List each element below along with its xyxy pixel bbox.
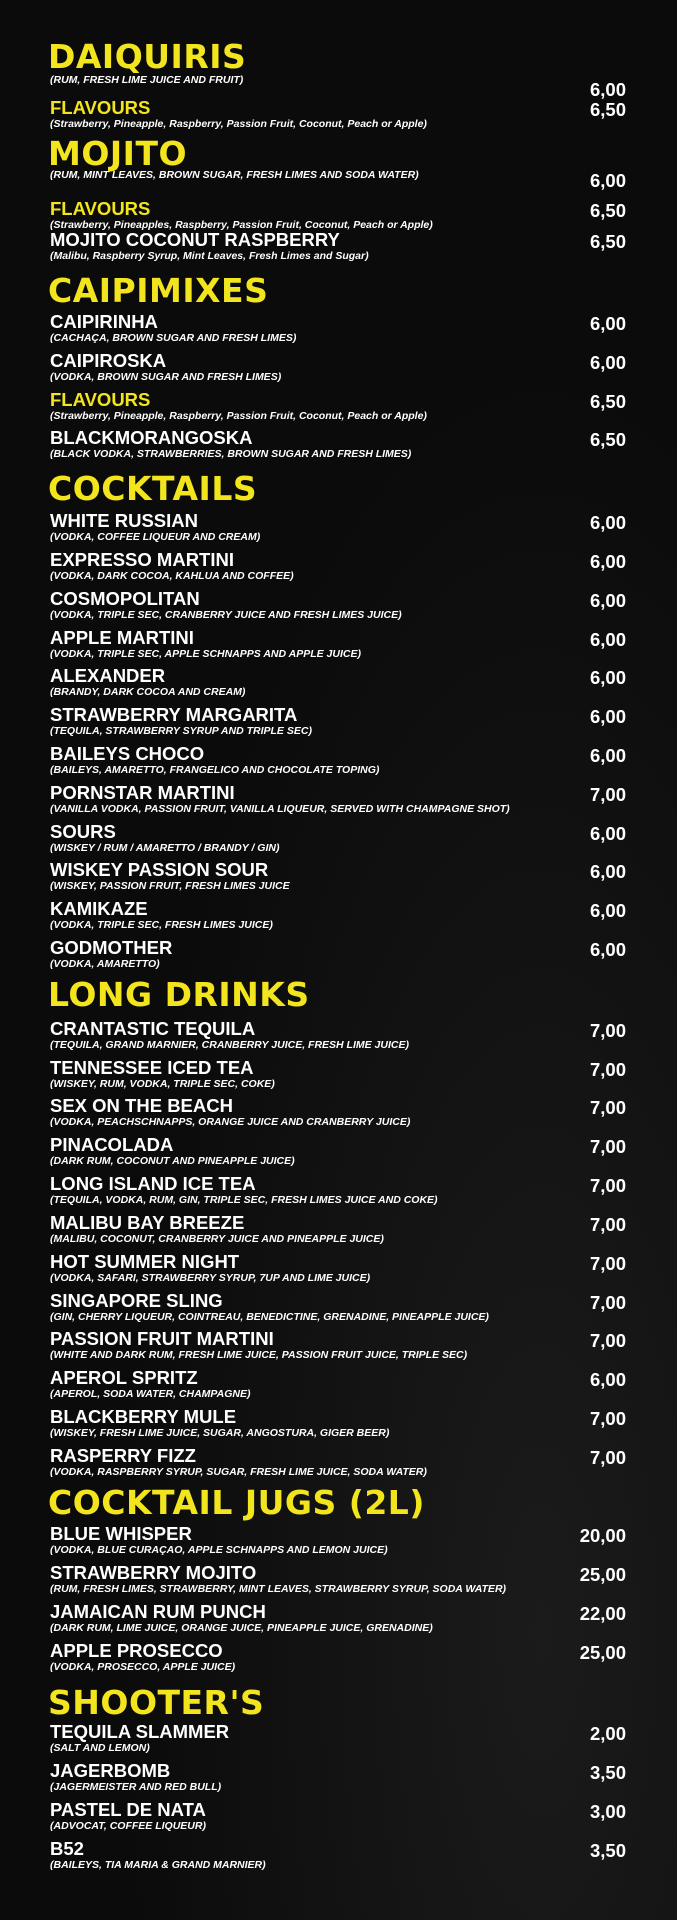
- item-name: WISKEY PASSION SOUR: [50, 859, 269, 880]
- item-price: 7,00: [589, 1136, 626, 1157]
- item-price: 6,00: [589, 79, 626, 100]
- item-price: 6,00: [589, 706, 626, 727]
- menu-item: [50, 1800, 630, 1836]
- item-price: 6,50: [589, 391, 626, 412]
- item-name: CAIPIROSKA: [50, 350, 167, 371]
- item-price: 7,00: [589, 1214, 626, 1235]
- section-title-daiquiris: DAIQUIRIS: [48, 37, 247, 76]
- item-price: 6,00: [589, 900, 626, 921]
- item-price: 7,00: [589, 1059, 626, 1080]
- menu-item: [50, 1446, 630, 1482]
- flavours-label: FLAVOURS: [50, 198, 151, 219]
- item-description: (VODKA, DARK COCOA, KAHLUA AND COFFEE): [50, 570, 294, 582]
- item-name: ALEXANDER: [50, 665, 166, 686]
- item-description: (WISKEY, RUM, VODKA, TRIPLE SEC, COKE): [50, 1078, 275, 1090]
- item-price: 6,00: [589, 745, 626, 766]
- menu-item: [50, 899, 630, 935]
- item-description: (VANILLA VODKA, PASSION FRUIT, VANILLA LIQUEUR, SERVED WITH CHAMPAGNE SHOT): [50, 803, 510, 815]
- item-name: BAILEYS CHOCO: [50, 743, 205, 764]
- item-price: 6,00: [589, 823, 626, 844]
- item-description: (VODKA, PROSECCO, APPLE JUICE): [50, 1661, 236, 1673]
- item-name: WHITE RUSSIAN: [50, 510, 198, 531]
- menu-item: [50, 1641, 630, 1677]
- section-title-caipimixes: CAIPIMIXES: [48, 271, 269, 310]
- menu-item: [50, 1058, 630, 1094]
- menu-item: [50, 860, 630, 896]
- item-description: (DARK RUM, LIME JUICE, ORANGE JUICE, PINEAPPLE JUICE, GRENADINE): [50, 1622, 433, 1634]
- item-description: (WISKEY / RUM / AMARETTO / BRANDY / GIN): [50, 842, 280, 854]
- item-name: APPLE MARTINI: [50, 627, 194, 648]
- item-price: 3,50: [589, 1762, 626, 1783]
- item-name: BLACKBERRY MULE: [50, 1406, 237, 1427]
- item-description: (VODKA, TRIPLE SEC, APPLE SCHNAPPS AND APPLE JUICE): [50, 648, 361, 660]
- item-description: (TEQUILA, GRAND MARNIER, CRANBERRY JUICE, FRESH LIME JUICE): [50, 1039, 409, 1051]
- menu-item: [50, 1722, 630, 1758]
- menu-item: [50, 1761, 630, 1797]
- item-name: CAIPIRINHA: [50, 311, 158, 332]
- item-price: 6,00: [589, 170, 626, 191]
- item-price: 7,00: [589, 1097, 626, 1118]
- item-name: APPLE PROSECCO: [50, 1640, 223, 1661]
- item-name: CRANTASTIC TEQUILA: [50, 1018, 256, 1039]
- item-description: (DARK RUM, COCONUT AND PINEAPPLE JUICE): [50, 1155, 295, 1167]
- menu-item: [50, 230, 630, 266]
- flavours-label: FLAVOURS: [50, 97, 151, 118]
- item-price: 7,00: [589, 1253, 626, 1274]
- item-description: (SALT AND LEMON): [50, 1742, 150, 1754]
- section-title-cocktail-jugs-2l: COCKTAIL JUGS (2L): [48, 1483, 425, 1522]
- item-description: (BRANDY, DARK COCOA AND CREAM): [50, 686, 246, 698]
- item-name: BLACKMORANGOSKA: [50, 427, 253, 448]
- item-price: 20,00: [579, 1525, 626, 1546]
- item-name: TEQUILA SLAMMER: [50, 1721, 230, 1742]
- item-price: 22,00: [579, 1603, 626, 1624]
- menu-item: [50, 1839, 630, 1875]
- menu-item: [50, 1368, 630, 1404]
- item-price: 6,00: [589, 590, 626, 611]
- item-description: (TEQUILA, STRAWBERRY SYRUP AND TRIPLE SEC): [50, 725, 312, 737]
- item-price: 6,50: [589, 231, 626, 252]
- item-price: 7,00: [589, 1330, 626, 1351]
- item-price: 7,00: [589, 1447, 626, 1468]
- item-name: EXPRESSO MARTINI: [50, 549, 234, 570]
- item-price: 6,00: [589, 629, 626, 650]
- item-description: (WISKEY, PASSION FRUIT, FRESH LIMES JUICE: [50, 880, 290, 892]
- item-name: TENNESSEE ICED TEA: [50, 1057, 254, 1078]
- menu-item: [50, 1602, 630, 1638]
- section-title-long-drinks: LONG DRINKS: [48, 975, 310, 1014]
- item-name: SINGAPORE SLING: [50, 1290, 223, 1311]
- item-name: PORNSTAR MARTINI: [50, 782, 235, 803]
- item-description: (TEQUILA, VODKA, RUM, GIN, TRIPLE SEC, FRESH LIMES JUICE AND COKE): [50, 1194, 438, 1206]
- item-description: (ADVOCAT, COFFEE LIQUEUR): [50, 1820, 206, 1832]
- menu-item: [50, 628, 630, 664]
- item-description: (VODKA, BROWN SUGAR AND FRESH LIMES): [50, 371, 282, 383]
- item-name: LONG ISLAND ICE TEA: [50, 1173, 256, 1194]
- menu-item: [50, 1096, 630, 1132]
- item-description: (BAILEYS, AMARETTO, FRANGELICO AND CHOCOLATE TOPING): [50, 764, 380, 776]
- item-price: 25,00: [579, 1642, 626, 1663]
- item-name: PASTEL DE NATA: [50, 1799, 206, 1820]
- item-description: (Strawberry, Pineapples, Raspberry, Passion Fruit, Coconut, Peach or Apple): [50, 219, 433, 231]
- item-description: (MALIBU, COCONUT, CRANBERRY JUICE AND PINEAPPLE JUICE): [50, 1233, 384, 1245]
- item-description: (WHITE AND DARK RUM, FRESH LIME JUICE, PASSION FRUIT JUICE, TRIPLE SEC): [50, 1349, 468, 1361]
- item-description: (RUM, FRESH LIME JUICE AND FRUIT): [50, 74, 244, 86]
- flavours-label: FLAVOURS: [50, 389, 151, 410]
- item-name: SEX ON THE BEACH: [50, 1095, 233, 1116]
- item-description: (VODKA, TRIPLE SEC, CRANBERRY JUICE AND FRESH LIMES JUICE): [50, 609, 402, 621]
- item-name: STRAWBERRY MOJITO: [50, 1562, 257, 1583]
- menu-item: [50, 938, 630, 974]
- item-price: 7,00: [589, 1292, 626, 1313]
- item-description: (VODKA, COFFEE LIQUEUR AND CREAM): [50, 531, 261, 543]
- menu-item: [50, 822, 630, 858]
- item-description: (VODKA, SAFARI, STRAWBERRY SYRUP, 7UP AND LIME JUICE): [50, 1272, 371, 1284]
- menu-item: [50, 783, 630, 819]
- item-name: STRAWBERRY MARGARITA: [50, 704, 298, 725]
- item-description: (RUM, FRESH LIMES, STRAWBERRY, MINT LEAVES, STRAWBERRY SYRUP, SODA WATER): [50, 1583, 507, 1595]
- item-price: 6,00: [589, 512, 626, 533]
- item-name: KAMIKAZE: [50, 898, 148, 919]
- item-name: MOJITO COCONUT RASPBERRY: [50, 229, 340, 250]
- item-name: PASSION FRUIT MARTINI: [50, 1328, 274, 1349]
- section-title-cocktails: COCKTAILS: [48, 469, 258, 508]
- item-description: (VODKA, PEACHSCHNAPPS, ORANGE JUICE AND CRANBERRY JUICE): [50, 1116, 411, 1128]
- menu-item: [50, 1407, 630, 1443]
- item-price: 7,00: [589, 1175, 626, 1196]
- menu-item: [50, 1563, 630, 1599]
- item-name: SOURS: [50, 821, 116, 842]
- item-name: JAGERBOMB: [50, 1760, 171, 1781]
- item-description: (VODKA, TRIPLE SEC, FRESH LIMES JUICE): [50, 919, 273, 931]
- menu-item: [50, 1135, 630, 1171]
- item-description: (CACHAÇA, BROWN SUGAR AND FRESH LIMES): [50, 332, 297, 344]
- menu-item: [50, 511, 630, 547]
- item-name: JAMAICAN RUM PUNCH: [50, 1601, 266, 1622]
- item-name: MALIBU BAY BREEZE: [50, 1212, 245, 1233]
- menu-item: [50, 1213, 630, 1249]
- item-description: (Malibu, Raspberry Syrup, Mint Leaves, Fresh Limes and Sugar): [50, 250, 369, 262]
- menu-item: [50, 1291, 630, 1327]
- item-price: 7,00: [589, 784, 626, 805]
- item-price: 6,00: [589, 313, 626, 334]
- item-price: 7,00: [589, 1408, 626, 1429]
- item-description: (WISKEY, FRESH LIME JUICE, SUGAR, ANGOSTURA, GIGER BEER): [50, 1427, 390, 1439]
- menu-item: [50, 550, 630, 586]
- item-description: (Strawberry, Pineapple, Raspberry, Passion Fruit, Coconut, Peach or Apple): [50, 118, 427, 130]
- item-description: (BAILEYS, TIA MARIA & GRAND MARNIER): [50, 1859, 266, 1871]
- item-description: (VODKA, BLUE CURAÇAO, APPLE SCHNAPPS AND LEMON JUICE): [50, 1544, 388, 1556]
- item-name: COSMOPOLITAN: [50, 588, 200, 609]
- menu-item: [50, 1329, 630, 1365]
- menu-item: [50, 1524, 630, 1560]
- menu-item: [50, 1252, 630, 1288]
- item-price: 6,00: [589, 1369, 626, 1390]
- item-price: 6,00: [589, 667, 626, 688]
- item-name: RASPERRY FIZZ: [50, 1445, 196, 1466]
- item-name: BLUE WHISPER: [50, 1523, 192, 1544]
- item-name: HOT SUMMER NIGHT: [50, 1251, 240, 1272]
- item-price: 6,50: [589, 99, 626, 120]
- item-price: 6,00: [589, 861, 626, 882]
- item-price: 6,00: [589, 939, 626, 960]
- item-description: (RUM, MINT LEAVES, BROWN SUGAR, FRESH LIMES AND SODA WATER): [50, 169, 419, 181]
- item-name: PINACOLADA: [50, 1134, 174, 1155]
- item-price: 7,00: [589, 1020, 626, 1041]
- menu-item: [50, 312, 630, 348]
- menu-item: [50, 744, 630, 780]
- menu-item: [50, 589, 630, 625]
- item-description: (JAGERMEISTER AND RED BULL): [50, 1781, 222, 1793]
- item-price: 6,50: [589, 200, 626, 221]
- item-price: 6,00: [589, 551, 626, 572]
- item-price: 6,50: [589, 429, 626, 450]
- menu-item: [50, 390, 630, 426]
- item-description: (VODKA, RASPBERRY SYRUP, SUGAR, FRESH LIME JUICE, SODA WATER): [50, 1466, 427, 1478]
- section-title-mojito: MOJITO: [48, 134, 188, 173]
- item-name: GODMOTHER: [50, 937, 173, 958]
- item-price: 25,00: [579, 1564, 626, 1585]
- menu-item: [50, 666, 630, 702]
- section-title-shooter-s: SHOOTER'S: [48, 1683, 265, 1722]
- item-name: APEROL SPRITZ: [50, 1367, 198, 1388]
- item-description: (Strawberry, Pineapple, Raspberry, Passion Fruit, Coconut, Peach or Apple): [50, 410, 427, 422]
- item-description: (APEROL, SODA WATER, CHAMPAGNE): [50, 1388, 251, 1400]
- item-price: 3,50: [589, 1840, 626, 1861]
- menu-item: [50, 351, 630, 387]
- item-price: 6,00: [589, 352, 626, 373]
- menu-item: [50, 428, 630, 464]
- menu-item: [50, 1174, 630, 1210]
- item-price: 2,00: [589, 1723, 626, 1744]
- item-price: 3,00: [589, 1801, 626, 1822]
- item-name: B52: [50, 1838, 84, 1859]
- item-description: (VODKA, AMARETTO): [50, 958, 160, 970]
- item-description: (BLACK VODKA, STRAWBERRIES, BROWN SUGAR AND FRESH LIMES): [50, 448, 412, 460]
- menu-item: [50, 1019, 630, 1055]
- menu-item: [50, 98, 630, 134]
- item-description: (GIN, CHERRY LIQUEUR, COINTREAU, BENEDICTINE, GRENADINE, PINEAPPLE JUICE): [50, 1311, 489, 1323]
- menu-item: [50, 705, 630, 741]
